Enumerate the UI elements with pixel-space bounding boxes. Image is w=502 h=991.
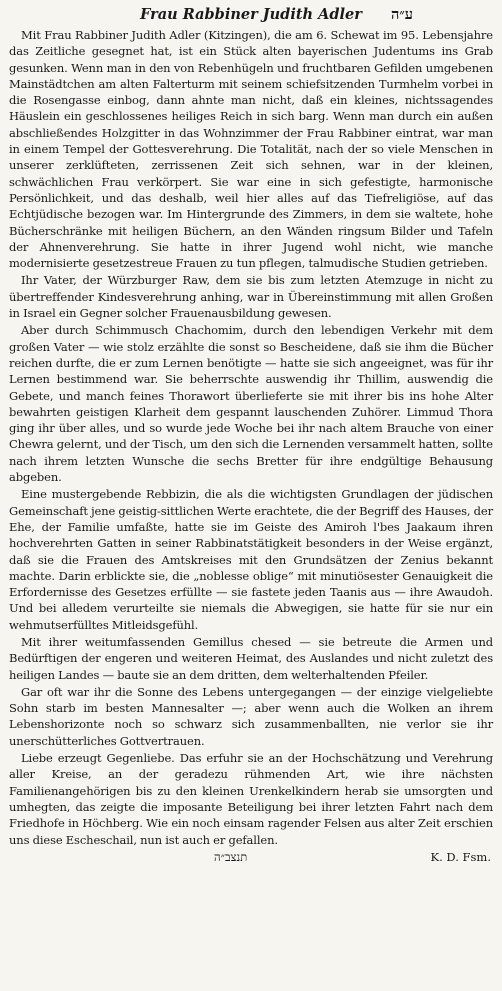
paragraph: Gar oft war ihr die Sonne des Lebens untergegangen — der einzige vielgeliebte Sohn starb im besten Mannesalter —; aber wenn auch die Wolken an ihrem Lebenshorizonte noch so schwarz sich zusammenballten, nie verlor sie ihr unerschütterliches Gottvertrauen. xyxy=(9,684,493,748)
paragraph: Aber durch Schimmusch Chachomim, durch den lebendigen Verkehr mit dem großen Vater — wie stolz erzählte die sonst so Bescheidene, daß sie ihm die Bücher reichen durfte, die er zum Lernen benötigte — hatte sie sich angeeignet, was für ihr Lernen bestimmend war. Sie beherrschte auswendig ihr Thillim, auswendig die Gebete, und manch feines Thorawort überlieferte sie mit ihrer bis ins hohe Alter bewahrten geistigen Klarheit dem gespannt lauschenden Zuhörer. Limmud Thora ging ihr über alles, und so wurde jede Woche bei ihr nach altem Brauche von einer Chewra gelernt, und der Tisch, um den sich die Lernenden versammelt hatten, sollte nach ihrem letzten Wunsche die sechs Bretter für ihre endgültige Behausung abgeben. xyxy=(9,323,493,485)
article-header xyxy=(9,4,493,25)
paragraph: Eine mustergebende Rebbizin, die als die wichtigsten Grundlagen der jüdischen Gemeinschaft jene geistig-sittlichen Werte erachtete, die der Begriff des Hauses, der Ehe, der Familie umfaßte, hatte sie im Geiste des Amiroh l'bes Jaakaum ihren hochverehrten Gatten in seiner Rabbinatstätigkeit besonders in der Weise ergänzt, daß sie die Frauen des Amtskreises mit den Grundsätzen der Zenius bekannt machte. Darin erblickte sie, die „noblesse oblige“ mit minutiösester Genauigkeit die Erfordernisse des Gesetzes erfüllte — sie fastete jeden Taanis aus — ihre Awaudoh. Und bei alledem verurteilte sie niemals die Abwegigen, sie hatte für sie nur ein wehmutserfülltes Mitleidsgefühl. xyxy=(9,487,493,632)
article-body xyxy=(9,27,493,848)
article-signoff xyxy=(9,849,493,865)
closing-hebrew-abbreviation: תנצב״ה xyxy=(214,849,248,864)
title-hebrew-abbreviation: ע״ה xyxy=(390,6,413,23)
paragraph: Mit Frau Rabbiner Judith Adler (Kitzingen), die am 6. Schewat im 95. Lebensjahre das Zeitliche gesegnet hat, ist ein Stück alten bayerischen Judentums ins Grab gesunken. Wenn man in den von Rebenhügeln und fruchtbaren Gefilden umgebenen Mainstädtchen am alten Falterturm mit seinem schiefsitzenden Turmhelm vorbei in die Rosengasse einbog, dann ahnte man nicht, daß ein kleines, nichtssagendes Häuslein ein geschlossenes heiliges Reich in sich barg. Wenn man durch ein außen abschließendes Holzgitter in das Wohnzimmer der Frau Rabbiner eintrat, war man in einem Tempel der Gottesverehrung. Die Totalität, nach der so viele Menschen in unserer zerklüfteten, zerrissenen Zeit sich sehnen, war in der kleinen, schwächlichen Frau verkörpert. Sie war eine in sich gefestigte, harmonische Persönlichkeit, und das deshalb, weil hier alles auf das Tiefreligiöse, auf das Echtjüdische bezogen war. Im Hintergrunde des Zimmers, in dem sie waltete, hohe Bücherschränke mit heiligen Büchern, an den Wänden ringsum Bilder und Tafeln der Ahnenverehrung. Sie hatte in ihrer Jugend wohl nicht, wie manche modernisierte gesetzestreue Frauen zu tun pflegen, talmudische Studien getrieben. xyxy=(9,28,493,271)
paragraph: Mit ihrer weitumfassenden Gemillus chesed — sie betreute die Armen und Bedürftigen der engeren und weiteren Heimat, des Auslandes und nicht zuletzt des heiligen Landes — baute sie an dem dritten, dem welterhaltenden Pfeiler. xyxy=(9,634,493,682)
author-signature: K. D. Fsm. xyxy=(430,849,491,864)
paragraph: Ihr Vater, der Würzburger Raw, dem sie bis zum letzten Atemzuge in nicht zu übertreffender Kindesverehrung anhing, war in Übereinstimmung mit allen Großen in Israel ein Gegner solcher Frauenausbildung gewesen. xyxy=(9,273,493,321)
article-title: Frau Rabbiner Judith Adler xyxy=(140,6,362,23)
paragraph: Liebe erzeugt Gegenliebe. Das erfuhr sie an der Hochschätzung und Verehrung aller Kreise, an der geradezu rühmenden Art, wie ihre nächsten Familienangehörigen bis zu den kleinen Urenkelkindern herab sie umsorgten und umhegten, das zeigte die imposante Beteiligung bei ihrer letzten Fahrt nach dem Friedhofe in Höchberg. Wie ein noch einsam ragender Felsen aus alter Zeit erschien uns diese Escheschail, nun ist auch er gefallen. xyxy=(9,751,493,847)
